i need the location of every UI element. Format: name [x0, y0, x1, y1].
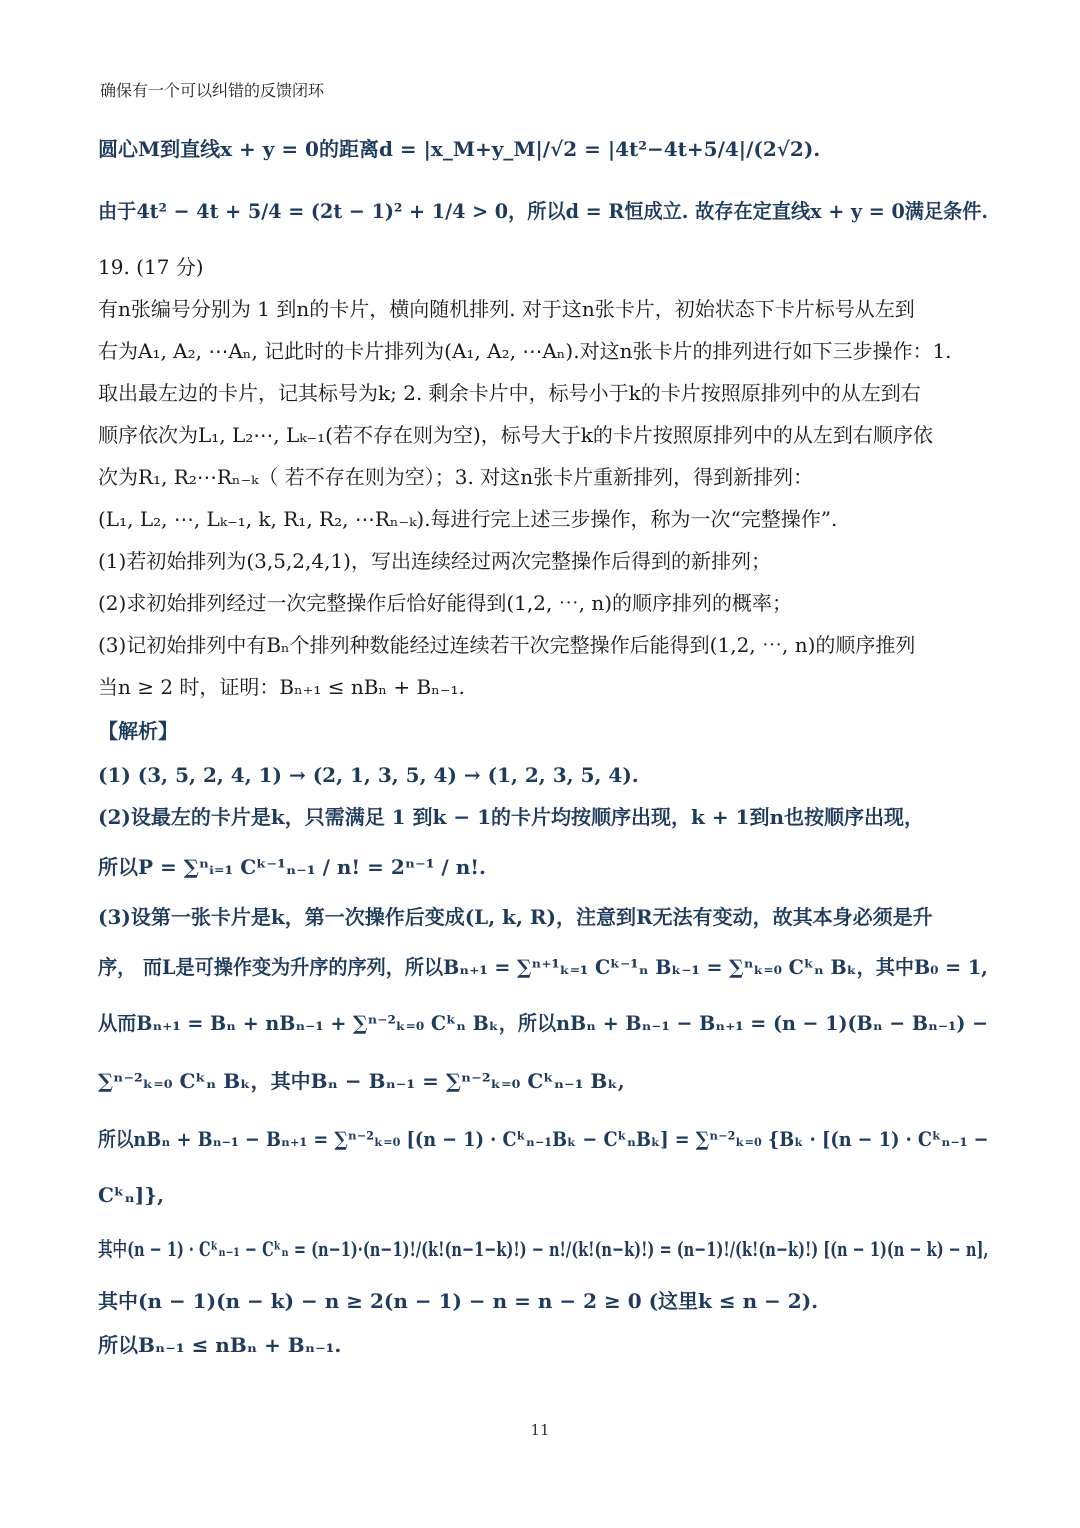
text-line-l17: 所以P = ∑ⁿᵢ₌₁ Cᵏ⁻¹ₙ₋₁ / n! = 2ⁿ⁻¹ / n!.	[98, 855, 486, 879]
text-line-l12: (3)记初始排列中有Bₙ个排列种数能经过连续若干次完整操作后能得到(1,2, ⋯, n)的顺序推列	[98, 633, 916, 657]
text-line-l20: 从而Bₙ₊₁ = Bₙ + nBₙ₋₁ + ∑ⁿ⁻²ₖ₌₀ Cᵏₙ Bₖ，所以nBₙ + Bₙ₋₁ − Bₙ₊₁ = (n − 1)(Bₙ − Bₙ₋₁) −	[98, 1011, 989, 1035]
page-header: 确保有一个可以纠错的反馈闭环	[100, 81, 325, 100]
text-line-l25: 其中(n − 1)(n − k) − n ≥ 2(n − 1) − n = n − 2 ≥ 0 (这里k ≤ n − 2).	[98, 1289, 819, 1313]
text-line-l13: 当n ≥ 2 时，证明：Bₙ₊₁ ≤ nBₙ + Bₙ₋₁.	[98, 675, 465, 699]
text-line-l23: Cᵏₙ]},	[98, 1183, 165, 1207]
text-line-l11: (2)求初始排列经过一次完整操作后恰好能得到(1,2, ⋯, n)的顺序排列的概率；	[98, 591, 793, 615]
text-line-l02: 由于4t² − 4t + 5/4 = (2t − 1)² + 1/4 > 0，所以d = R恒成立. 故存在定直线x + y = 0满足条件.	[98, 199, 989, 223]
page-number: 11	[530, 1421, 550, 1439]
text-line-l09: (L₁, L₂, ⋯, Lₖ₋₁, k, R₁, R₂, ⋯Rₙ₋ₖ).每进行完上述三步操作，称为一次“完整操作”.	[98, 507, 838, 531]
text-line-l24: 其中(n − 1) · Cᵏₙ₋₁ − Cᵏₙ = (n−1)·(n−1)!/(k!(n−1−k)!) − n!/(k!(n−k)!) = (n−1)!/(k!(n−k)!) [(n − 1)(n − k) − n],	[98, 1237, 989, 1261]
text-line-l18: (3)设第一张卡片是k，第一次操作后变成(L, k, R)，注意到R无法有变动，故其本身必须是升	[98, 905, 933, 929]
text-line-l16: (2)设最左的卡片是k，只需满足 1 到k − 1的卡片均按顺序出现，k + 1到n也按顺序出现，	[98, 805, 924, 829]
text-line-l05: 右为A₁, A₂, ⋯Aₙ, 记此时的卡片排列为(A₁, A₂, ⋯Aₙ).对这n张卡片的排列进行如下三步操作：1.	[98, 339, 952, 363]
text-line-l04: 有n张编号分别为 1 到n的卡片，横向随机排列. 对于这n张卡片，初始状态下卡片标号从左到	[98, 297, 915, 321]
text-line-l21: ∑ⁿ⁻²ₖ₌₀ Cᵏₙ Bₖ，其中Bₙ − Bₙ₋₁ = ∑ⁿ⁻²ₖ₌₀ Cᵏₙ₋₁ Bₖ,	[98, 1069, 625, 1093]
text-line-l19: 序， 而L是可操作变为升序的序列，所以Bₙ₊₁ = ∑ⁿ⁺¹ₖ₌₁ Cᵏ⁻¹ₙ Bₖ₋₁ = ∑ⁿₖ₌₀ Cᵏₙ Bₖ，其中B₀ = 1,	[98, 955, 988, 979]
text-line-l06: 取出最左边的卡片，记其标号为k; 2. 剩余卡片中，标号小于k的卡片按照原排列中的从左到右	[98, 381, 921, 405]
text-line-l15: (1) (3, 5, 2, 4, 1) → (2, 1, 3, 5, 4) → (1, 2, 3, 5, 4).	[98, 763, 639, 787]
text-line-l14: 【解析】	[98, 719, 178, 743]
text-line-l08: 次为R₁, R₂⋯Rₙ₋ₖ（ 若不存在则为空）；3. 对这n张卡片重新排列，得到新排列：	[98, 465, 814, 489]
text-line-l10: (1)若初始排列为(3,5,2,4,1)，写出连续经过两次完整操作后得到的新排列；	[98, 549, 771, 573]
text-line-l01: 圆心M到直线x + y = 0的距离d = |x_M+y_M|/√2 = |4t²−4t+5/4|/(2√2).	[98, 137, 821, 161]
text-line-l03: 19. (17 分)	[98, 255, 204, 279]
text-line-l26: 所以Bₙ₋₁ ≤ nBₙ + Bₙ₋₁.	[98, 1333, 342, 1357]
text-line-l07: 顺序依次为L₁, L₂⋯, Lₖ₋₁(若不存在则为空)，标号大于k的卡片按照原排列中的从左到右顺序依	[98, 423, 933, 447]
text-line-l22: 所以nBₙ + Bₙ₋₁ − Bₙ₊₁ = ∑ⁿ⁻²ₖ₌₀ [(n − 1) · Cᵏₙ₋₁Bₖ − CᵏₙBₖ] = ∑ⁿ⁻²ₖ₌₀ {Bₖ · [(n − 1) · Cᵏₙ₋₁ −	[98, 1127, 989, 1151]
